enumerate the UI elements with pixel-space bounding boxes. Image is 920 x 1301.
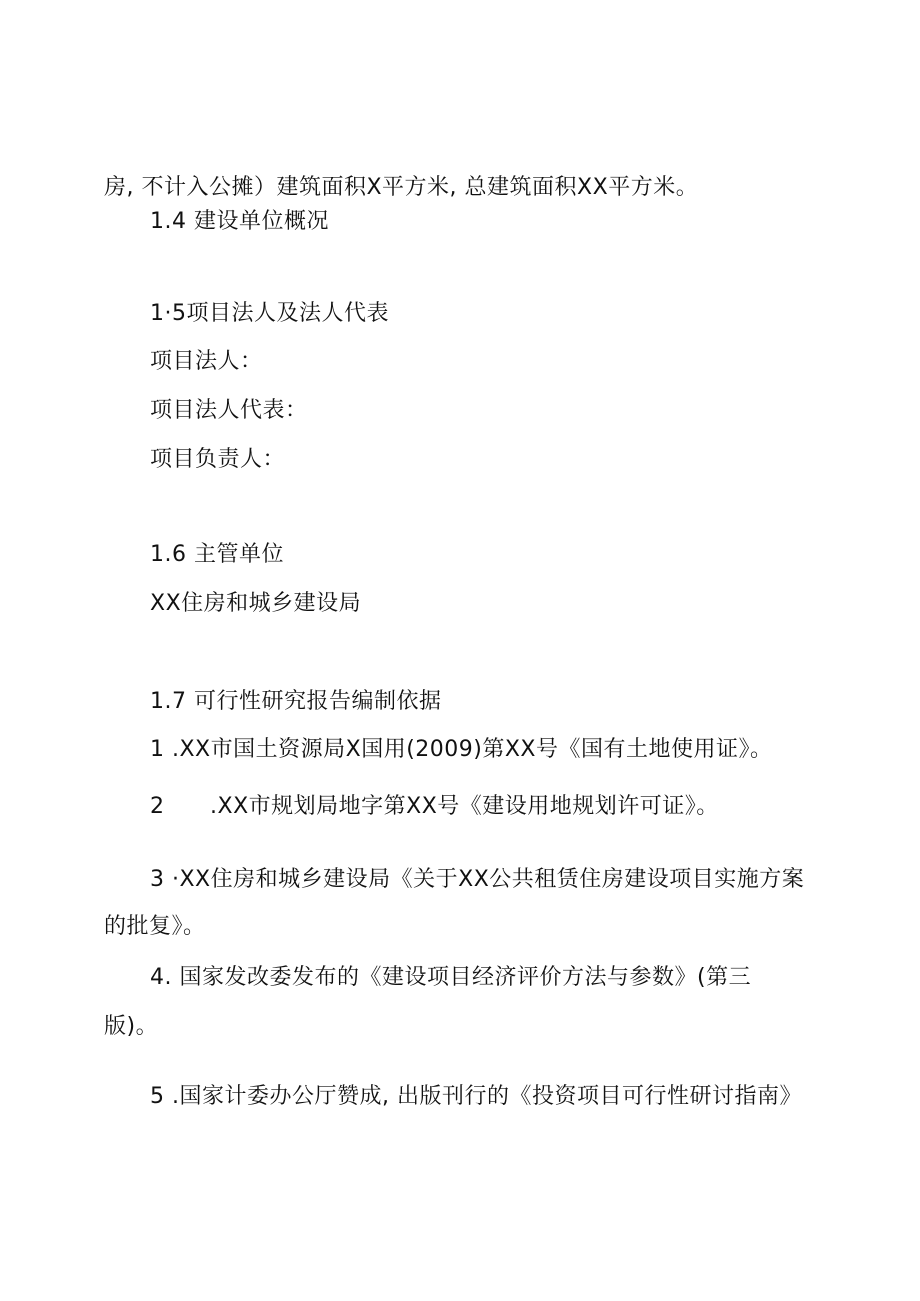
basis-item-2-text: .XX市规划局地字第XX号《建设用地规划许可证》。	[210, 794, 719, 819]
section-1-4-heading: 1.4 建设单位概况	[150, 209, 329, 234]
basis-item-3-line-1: 3 ·XX住房和城乡建设局《关于XX公共租赁住房建设项目实施方案	[150, 867, 805, 892]
section-1-5-heading: 1·5项目法人及法人代表	[150, 301, 389, 326]
responsible-person-label: 项目负责人：	[150, 447, 286, 472]
section-1-6-heading: 1.6 主管单位	[150, 542, 284, 567]
basis-item-5: 5 .国家计委办公厅赞成, 出版刊行的《投资项目可行性研讨指南》	[150, 1084, 802, 1109]
continuation-text: 房, 不计入公摊）建筑面积X平方米, 总建筑面积XX平方米。	[104, 175, 699, 200]
basis-item-2-number: 2	[150, 794, 165, 819]
legal-person-label: 项目法人：	[150, 349, 263, 374]
section-1-7-heading: 1.7 可行性研究报告编制依据	[150, 689, 442, 714]
basis-item-4-line-2: 版)。	[104, 1014, 159, 1039]
legal-rep-label: 项目法人代表：	[150, 398, 308, 423]
section-1-6-body: XX住房和城乡建设局	[150, 591, 362, 616]
basis-item-3-line-2: 的批复》。	[104, 914, 206, 939]
basis-item-1: 1 .XX市国土资源局X国用(2009)第XX号《国有土地使用证》。	[150, 737, 773, 762]
basis-item-4-line-1: 4. 国家发改委发布的《建设项目经济评价方法与参数》(第三	[150, 965, 752, 990]
basis-item-2	[150, 793, 719, 821]
